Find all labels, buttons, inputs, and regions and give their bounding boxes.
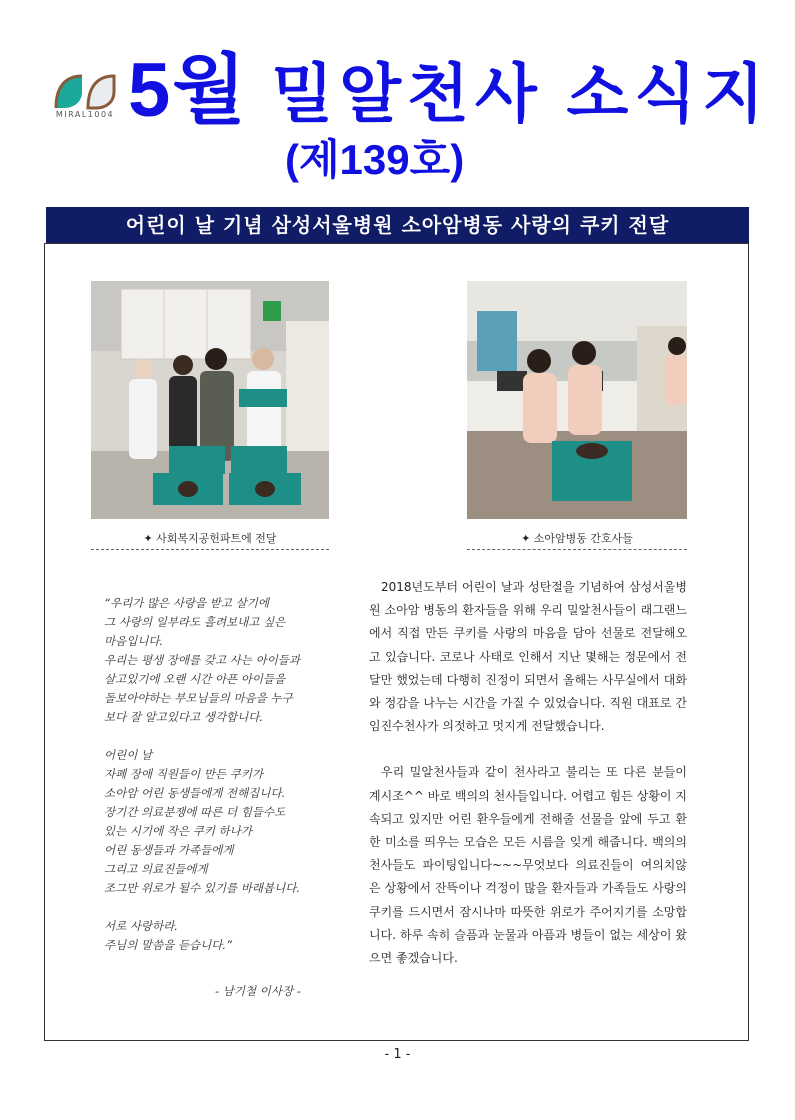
quote-line: 어린이 날 [104, 748, 153, 762]
quote-signature: - 남기철 이사장 - [215, 984, 301, 998]
article-paragraph: 2018년도부터 어린이 날과 성탄절을 기념하여 삼성서울병원 소아암 병동의 환자들을 위해 우리 밀알천사들이 래그랜느에서 직접 만든 쿠키를 사랑의 마음을 담아 선물로 전달해오고 있습니다. 코로나 사태로 인해서 지난 몇해는 정문에서 전달만 했었는데 다행히 진정이 되면서 올해는 사무실에서 대화와 정감을 나누는 시간을 가질 수 있었습니다. 직원 대표로 간 임진수천사가 의젓하고 멋지게 전달했습니다. [369, 580, 687, 734]
quote-line: 마음입니다. [104, 634, 164, 648]
paragraph-gap [369, 738, 687, 761]
quote-line: 보다 잘 알고있다고 생각합니다. [104, 710, 264, 724]
title-month: 5월 [128, 48, 248, 133]
photo-caption-2 [467, 530, 687, 546]
photo-caption-1 [91, 530, 329, 546]
quote-line: 우리는 평생 장애를 갖고 사는 아이들과 [104, 653, 301, 667]
quote-line: 살고있기에 오랜 시간 아픈 아이들을 [104, 672, 286, 686]
quote-line: 어린 동생들과 가족들에게 [104, 843, 234, 857]
article-paragraph: 우리 밀알천사들과 같이 천사라고 불리는 또 다른 분들이 계시조^^ 바로 백의의 천사들입니다. 어렵고 힘든 상황이 지속되고 있지만 어린 환우들에게 전해줄 선물을 앞에 두고 환한 미소를 띄우는 모습은 모든 시름을 잊게 해줍니다. 백의의 천사들도 파이팅입니다~~~무엇보다 의료진들이 여의치않은 상황에서 잔뜩이나 걱정이 많을 환자들과 가족들도 사랑의 쿠키를 드시면서 잠시나마 따뜻한 위로가 주어지기를 소망합니다. 하루 속히 슬픔과 눈물과 아픔과 병들이 없는 세상이 왔으면 좋겠습니다. [369, 765, 687, 966]
page-number: - 1 - [384, 1047, 411, 1062]
quote-line: 조그만 위로가 될수 있기를 바래봅니다. [104, 881, 301, 895]
newsletter-title [128, 46, 771, 139]
quote-line: 그리고 의료진들에게 [104, 862, 208, 876]
quote-gap [104, 898, 364, 917]
photo-nurses [467, 281, 687, 519]
quote-line: 장기간 의료분쟁에 따른 더 힘들수도 [104, 805, 286, 819]
caption-text: 사회복지공헌파트에 전달 [156, 532, 277, 545]
caption-marker: ✦ [143, 532, 153, 545]
logo-text: MIRAL1004 [55, 110, 115, 119]
photo-social-contribution [91, 281, 329, 519]
caption-text: 소아암병동 간호사들 [533, 532, 633, 545]
quote-gap [104, 727, 364, 746]
chairman-message [104, 594, 364, 955]
title-rest: 밀알천사 소식지 [271, 58, 771, 130]
caption-divider [467, 549, 687, 550]
quote-line: 서로 사랑하라. [104, 919, 178, 933]
article-body [369, 576, 687, 970]
article-banner: 어린이 날 기념 삼성서울병원 소아암병동 사랑의 쿠키 전달 [46, 207, 749, 243]
quote-line: 자폐 장애 직원들이 만든 쿠키가 [104, 767, 264, 781]
quote-line: 소아암 어린 동생들에게 전해집니다. [104, 786, 286, 800]
quote-line: 있는 시기에 작은 쿠키 하나가 [104, 824, 252, 838]
quote-line: 그 사랑의 일부라도 흘려보내고 싶은 [104, 615, 286, 629]
quote-line: 주님의 말씀을 듣습니다.” [104, 938, 233, 952]
issue-number: (제139호) [285, 136, 465, 183]
quote-line: 돌보아야하는 부모님들의 마음을 누구 [104, 691, 293, 705]
quote-line: “우리가 많은 사랑을 받고 살기에 [104, 596, 269, 610]
caption-marker: ✦ [521, 532, 531, 545]
caption-divider [91, 549, 329, 550]
